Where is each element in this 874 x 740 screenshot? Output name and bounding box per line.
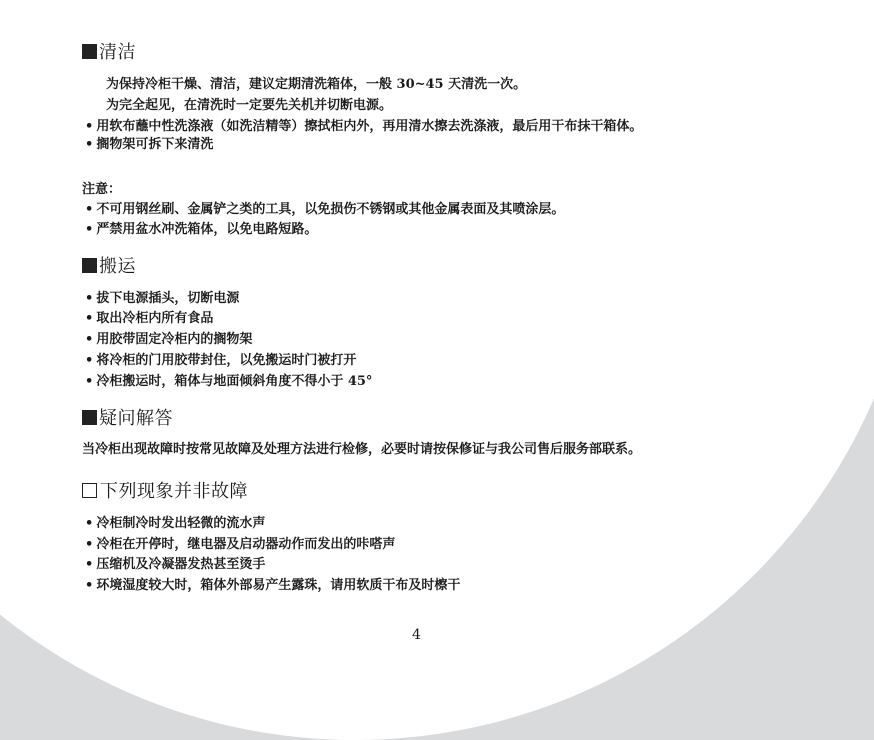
list-item-text: 将冷柜的门用胶带封住，以免搬运时门被打开: [96, 353, 357, 368]
list-item: [85, 533, 395, 552]
list-item-text: 取出冷柜内所有食品: [96, 311, 214, 326]
list-item: [85, 512, 265, 531]
bullet: •: [85, 537, 94, 552]
section-heading-cleaning: [82, 38, 136, 64]
list-item-text: 严禁用盆水冲洗箱体，以免电路短路。: [96, 222, 318, 237]
filled-square-icon: [82, 410, 97, 425]
list-item-text: 冷柜搬运时，箱体与地面倾斜角度不得小于 45°: [96, 374, 373, 389]
list-item: [85, 115, 642, 134]
page-number: 4: [412, 627, 421, 643]
bullet: •: [85, 202, 94, 217]
list-item-text: 用胶带固定冷柜内的搁物架: [96, 332, 253, 347]
list-item: [85, 198, 564, 217]
filled-square-icon: [82, 44, 97, 59]
bullet: •: [85, 578, 94, 593]
section-heading-faq: [82, 404, 173, 430]
bullet: •: [85, 291, 94, 306]
list-item: [85, 133, 213, 152]
list-item-text: 拔下电源插头，切断电源: [96, 291, 240, 306]
section-heading-non-faults: [82, 477, 248, 503]
bullet: •: [85, 516, 94, 531]
bullet: •: [85, 374, 94, 389]
list-item-text: 不可用钢丝刷、金属铲之类的工具，以免损伤不锈钢或其他金属表面及其喷涂层。: [96, 202, 565, 217]
bullet: •: [85, 353, 94, 368]
list-item-text: 冷柜制冷时发出轻微的流水声: [96, 516, 266, 531]
heading-text: 搬运: [99, 256, 136, 277]
bullet: •: [85, 332, 94, 347]
heading-text: 疑问解答: [99, 408, 173, 429]
note-label: 注意：: [82, 182, 122, 197]
list-item: [85, 287, 239, 306]
empty-square-icon: [82, 483, 97, 498]
heading-text: 下列现象并非故障: [100, 481, 248, 502]
bullet: •: [85, 119, 94, 134]
list-item: [85, 328, 252, 347]
bullet: •: [85, 222, 94, 237]
heading-text: 清洁: [99, 42, 136, 63]
bullet: •: [85, 311, 94, 326]
list-item: [85, 349, 356, 368]
list-item-text: 冷柜在开停时，继电器及启动器动作而发出的咔嗒声: [96, 537, 396, 552]
list-item-text: 环境湿度较大时，箱体外部易产生露珠，请用软质干布及时檫干: [96, 578, 461, 593]
list-item-text: 搁物架可拆下来清洗: [96, 137, 214, 152]
intro-line: 为保持冷柜干燥、清洁，建议定期清洗箱体，一般 30~45 天清洗一次。: [106, 77, 527, 92]
intro-line: 为完全起见，在清洗时一定要先关机并切断电源。: [106, 98, 393, 113]
filled-square-icon: [82, 258, 97, 273]
list-item-text: 用软布蘸中性洗涤液（如洗洁精等）擦拭柜内外，再用清水擦去洗涤液，最后用干布抹干箱体。: [96, 119, 643, 134]
list-item: [85, 553, 265, 572]
list-item: [85, 307, 213, 326]
list-item: [85, 574, 460, 593]
list-item-text: 压缩机及冷凝器发热甚至烫手: [96, 557, 266, 572]
section-heading-moving: [82, 252, 136, 278]
list-item: [85, 218, 317, 237]
bullet: •: [85, 557, 94, 572]
bullet: •: [85, 137, 94, 152]
list-item: [85, 370, 372, 389]
faq-text: 当冷柜出现故障时按常见故障及处理方法进行检修，必要时请按保修证与我公司售后服务部联系。: [82, 442, 642, 457]
